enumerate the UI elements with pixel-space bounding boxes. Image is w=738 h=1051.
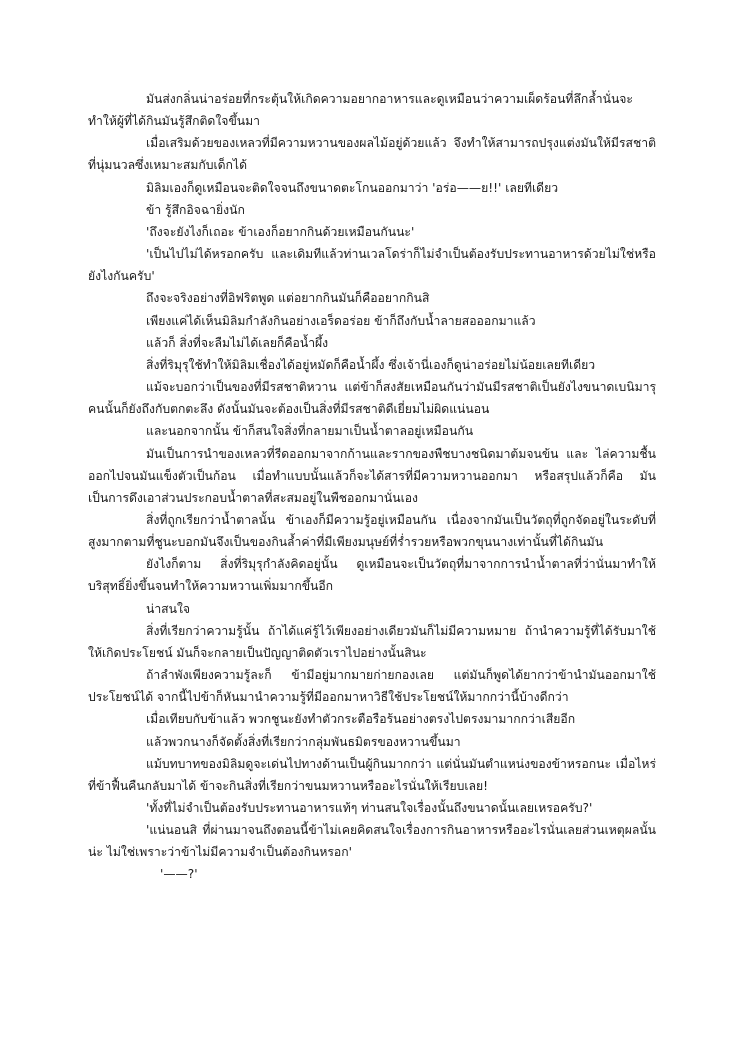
paragraph-19: เมื่อเทียบกับข้าแล้ว พวกชูนะยังทำตัวกระตือรือร้นอย่างตรงไปตรงมามากกว่าเสียอีก [146, 712, 576, 727]
paragraph-17: สิ่งที่เรียกว่าความรู้นั้น ถ้าได้แค่รู้ไว้เพียงอย่างเดียวมันก็ไม่มีความหมาย ถ้านำความรู้ที่ได้รับมาใช้ให้เกิดประโยชน์ มันก็จะกลายเป็นปัญญาติดตัวเราไปอย่างนั้นสินะ [88, 623, 656, 660]
paragraph-3: มิลิมเองก็ดูเหมือนจะติดใจจนถึงขนาดตะโกนออกมาว่า 'อร่อ——ย!!' เลยทีเดียว [146, 180, 559, 195]
paragraph-10: สิ่งที่ริมุรุใช้ทำให้มิลิมเชื่องได้อยู่หมัดก็คือน้ำผึ้ง ซึ่งเจ้านี่เองก็ดูน่าอร่อยไม่น้อยเลยทีเดียว [146, 357, 596, 372]
paragraph-11: แม้จะบอกว่าเป็นของที่มีรสชาติหวาน แต่ข้าก็สงสัยเหมือนกันว่ามันมีรสชาติเป็นยังไงขนาดเบนิมารุคนนั้นก็ยังถึงกับตกตะลึง ดังนั้นมันจะต้องเป็นสิ่งที่มีรสชาติดีเยี่ยมไม่ผิดแน่นอน [88, 380, 656, 417]
paragraph-1: มันส่งกลิ่นน่าอร่อยที่กระตุ้นให้เกิดความอยากอาหารและดูเหมือนว่าความเผ็ดร้อนที่ลึกล้ำนั่นจะทำให้ผู้ที่ได้กินมันรู้สึกติดใจขึ้นมา [88, 92, 633, 129]
paragraph-23: 'แน่นอนสิ ที่ผ่านมาจนถึงตอนนี้ข้าไม่เคยคิดสนใจเรื่องการกินอาหารหรืออะไรนั่นเลยส่วนเหตุผลนั้นน่ะ ไม่ใช่เพราะว่าข้าไม่มีความจำเป็นต้องกินหรอก' [88, 823, 656, 860]
paragraph-12: และนอกจากนั้น ข้าก็สนใจสิ่งที่กลายมาเป็นน้ำตาลอยู่เหมือนกัน [146, 424, 474, 439]
paragraph-8: เพียงแค่ได้เห็นมิลิมกำลังกินอย่างเอร็ดอร่อย ข้าก็ถึงกับน้ำลายสอออกมาแล้ว [146, 313, 536, 328]
paragraph-15: ยังไงก็ตาม สิ่งที่ริมุรุกำลังคิดอยู่นั้น ดูเหมือนจะเป็นวัตถุที่มาจากการนำน้ำตาลที่ว่านั่นมาทำให้บริสุทธิ์ยิ่งขึ้นจนทำให้ความหวานเพิ่มมากขึ้นอีก [88, 557, 656, 594]
paragraph-21: แม้บทบาทของมิลิมดูจะเด่นไปทางด้านเป็นผู้กินมากกว่า แต่นั่นมันตำแหน่งของข้าหรอกนะ เมื่อไหร่ที่ข้าฟื้นคืนกลับมาได้ ข้าจะกินสิ่งที่เรียกว่าขนมหวานหรืออะไรนั่นให้เรียบเลย! [88, 756, 656, 793]
paragraph-18: ถ้าลำพังเพียงความรู้ละก็ ข้ามีอยู่มากมายก่ายกองเลย แต่มันก็พูดได้ยากว่าข้านำมันออกมาใช้ประโยชน์ได้ จากนี้ไปข้าก็หันมานำความรู้ที่มีออกมาหาวิธีใช้ประโยชน์ให้มากกว่านี้บ้างดีกว่า [88, 668, 656, 705]
paragraph-5: 'ถึงจะยังไงก็เถอะ ข้าเองก็อยากกินด้วยเหมือนกันนะ' [146, 224, 415, 239]
paragraph-16: น่าสนใจ [146, 601, 191, 616]
paragraph-13: มันเป็นการนำของเหลวที่รีดออกมาจากก้านและรากของพืชบางชนิดมาต้มจนข้น และ ไล่ความชื้นออกไปจนมันแข็งตัวเป็นก้อน เมื่อทำแบบนั้นแล้วก็จะได้สารที่มีความหวานออกมา หรือสรุปแล้วก็คือ มันเป็นการดึงเอาส่วนประกอบน้ำตาลที่สะสมอยู่ในพืชออกมานั่นเอง [88, 446, 656, 505]
paragraph-4: ข้า รู้สึกอิจฉายิ่งนัก [146, 202, 245, 217]
paragraph-7: ถึงจะจริงอย่างที่อิฟริตพูด แต่อยากกินมันก็คืออยากกินสิ [146, 291, 430, 306]
paragraph-6: 'เป็นไปไม่ได้หรอกครับ และเดิมทีแล้วท่านเวลโดร่าก็ไม่จำเป็นต้องรับประทานอาหารด้วยไม่ใช่หรือยังไงกันครับ' [88, 247, 656, 284]
paragraph-2: เมื่อเสริมด้วยของเหลวที่มีความหวานของผลไม้อยู่ด้วยแล้ว จึงทำให้สามารถปรุงแต่งมันให้มีรสชาติที่นุ่มนวลซึ่งเหมาะสมกับเด็กได้ [88, 136, 656, 173]
paragraph-24: '——?' [160, 867, 198, 882]
paragraph-22: 'ทั้งที่ไม่จำเป็นต้องรับประทานอาหารแท้ๆ ท่านสนใจเรื่องนั้นถึงขนาดนั้นเลยเหรอครับ?' [146, 801, 593, 815]
paragraph-14: สิ่งที่ถูกเรียกว่าน้ำตาลนั้น ข้าเองก็มีความรู้อยู่เหมือนกัน เนื่องจากมันเป็นวัตถุที่ถูกจัดอยู่ในระดับที่สูงมากตามที่ชูนะบอกมันจึงเป็นของกินล้ำค่าที่มีเพียงมนุษย์ที่ร่ำรวยหรือพวกขุนนางเท่านั้นที่ได้กินมัน [88, 512, 656, 550]
paragraph-20: แล้วพวกนางก็จัดตั้งสิ่งที่เรียกว่ากลุ่มพันธมิตรของหวานขึ้นมา [146, 734, 461, 749]
document-body [88, 88, 656, 886]
paragraph-9: แล้วก็ สิ่งที่จะลืมไม่ได้เลยก็คือน้ำผึ้ง [146, 335, 329, 350]
